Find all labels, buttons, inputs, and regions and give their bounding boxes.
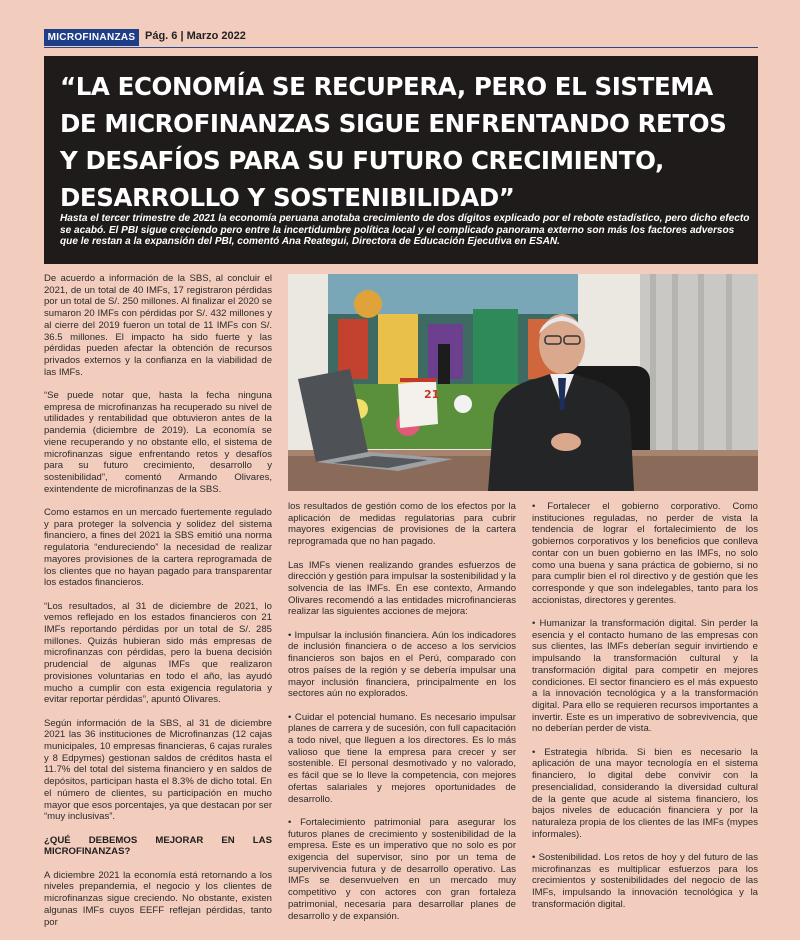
- page-info: Pág. 6 | Marzo 2022: [145, 30, 246, 42]
- publication-logo: MICROFINANZAS: [44, 29, 139, 46]
- svg-text:21: 21: [424, 388, 440, 401]
- paragraph: Las IMFs vienen realizando grandes esfuerzos de dirección y gestión para impulsar la sostenibilidad y la solvencia de las IMFs. En ese contexto, Armando Olivares recomendó a las entidades microfinancieras realizar las siguientes acciones de mejora:: [288, 559, 516, 618]
- photo-illustration: [288, 274, 758, 491]
- paragraph: “Se puede notar que, hasta la fecha ninguna empresa de microfinanzas ha recuperado su nivel de utilidades y rentabilidad que obtuvieron antes de la pandemia (diciembre de 2019). La economía se viene recuperando y no obstante ello, el sistema de microfinanzas sigue enfrentando retos y desafíos para su futuro crecimiento, desarrollo y sostenibilidad”, comentó Armando Olivares, exintendente de microfinanzas de la SBS.: [44, 390, 272, 495]
- paragraph: Según información de la SBS, al 31 de diciembre 2021 las 36 instituciones de Microfinanzas (12 cajas municipales, 10 empresas financieras, 6 cajas rurales y 8 Edpymes) gestionan saldos de créditos hasta el 11.7% del total del sistema financiero y en saldos de depósitos, participan hasta el 8.3% de dicho total. En el número de clientes, su participación en mucho mayor que esos porcentajes, ya que destacan por ser “muy inclusivas”.: [44, 717, 272, 823]
- paragraph: Como estamos en un mercado fuertemente regulado y para proteger la solvencia y solidez del sistema financiero, a fines del 2021 la SBS emitió una norma regulatoria “endureciendo” la necesidad de realizar mayores provisiones de la cartera reprogramada de los clientes que no hayan pagado para transparentar los estados financieros.: [44, 507, 272, 589]
- article-column-2: [288, 501, 516, 934]
- paragraph: los resultados de gestión como de los efectos por la aplicación de medidas regulatorias para cubrir mayores exigencias de provisiones de la cartera reprogramada que no han pagado.: [288, 501, 516, 548]
- headline-box: [44, 56, 758, 264]
- paragraph: • Humanizar la transformación digital. Sin perder la esencia y el contacto humano de las empresas con sus clientes, las IMFs deberían seguir invirtiendo e impulsando la transformación cultural y la transformación digital para competir en mejores condiciones. El sector financiero es el más expuesto a la innovación tecnológica y a la transformación digital. Para ello se requieren recursos importantes a invertir. Este es un imperativo de sobrevivencia, que no deberían perder de vista.: [532, 618, 758, 735]
- paragraph: • Sostenibilidad. Los retos de hoy y del futuro de las microfinanzas es multiplicar esfuerzos para los crecimientos y sostenibilidades del negocio de las IMFs, impulsando la innovación tecnológica y la transformación digital.: [532, 852, 758, 910]
- paragraph: • Cuidar el potencial humano. Es necesario impulsar planes de carrera y de sucesión, con full capacitación a todo nivel, que lleguen a los directores. Es lo más valioso que tiene la empresa para crecer y ser sostenible. El personal desmotivado y no valorado, es fácil que se lo lleve la competencia, con mejores ofertas salariales y mejores oportunidades de desarrollo.: [288, 711, 516, 805]
- paragraph: A diciembre 2021 la economía está retornando a los niveles prepandemia, el negocio y los clientes de microfinanzas sigue creciendo. No obstante, existen algunas IMFs cuyos EEFF reflejan pérdidas, tanto por: [44, 869, 272, 928]
- article-column-3: [532, 501, 758, 922]
- section-heading: ¿QUÉ DEBEMOS MEJORAR EN LAS MICROFINANZAS?: [44, 834, 272, 858]
- paragraph: • Fortalecer el gobierno corporativo. Como instituciones reguladas, no perder de vista la tendencia de lograr el fortalecimiento de los gobiernos corporativos y los beneficios que conlleva contar con un buen gobierno en las IMFs, no solo como una buena y sana práctica de gobierno, si no para cumplir bien el rol directivo y de gestión que les corresponde y que son indelegables, tanto para los accionistas, directores y gerentes.: [532, 501, 758, 606]
- paragraph: • Fortalecimiento patrimonial para asegurar los futuros planes de crecimiento y sostenibilidad de la empresa. Este es un imperativo que no solo es por exigencia del supervisor, sino por un tema de supervivencia futura y de desarrollo operativo. Las IMFs se desenvuelven en un mercado muy competitivo y con actores con gran fortaleza patrimonial, necesaria para desarrollar planes de desarrollo y de expansión.: [288, 816, 516, 922]
- paragraph: • Estrategia híbrida. Si bien es necesario la aplicación de una mayor tecnología en el sistema financiero, lo digital debe convivir con la presencialidad, considerando la diversidad cultural de la gente que acude al sistema financiero, los bajos niveles de educación financiera y por la naturaleza propia de los clientes de las IMFs (mypes informales).: [532, 746, 758, 840]
- paragraph: De acuerdo a información de la SBS, al concluir el 2021, de un total de 40 IMFs, 17 registraron pérdidas por un total de S/. 250 millones. Al finalizar el 2020 se sumaron 20 IMFs con pérdidas por S/. 432 millones y al cierre del 2019 fueron un total de 11 IMFs con S/. 36.5 millones. El impacto ha sido fuerte y las pérdidas pueden afectar la obtención de recursos privados externos y la confianza en la viabilidad de las IMFs.: [44, 273, 272, 378]
- paragraph: “Los resultados, al 31 de diciembre de 2021, lo vemos reflejado en los estados financieros con 21 IMFs reportando pérdidas por un total de S/. 285 millones. Quizás hubieran sido más empresas de microfinanzas con pérdidas, pero la buena decisión prudencial de algunas IMFs que realizaron provisiones voluntarias en todo el año, las ayudó mucho a cumplir con esta exigencia regulatoria y evitar reportar pérdidas”, apuntó Olivares.: [44, 600, 272, 706]
- article-column-1: [44, 273, 272, 940]
- paragraph: • Impulsar la inclusión financiera. Aún los indicadores de inclusión financiera o de acceso a los servicios financieros son bajos en el Perú, comparado con otros países de la región y se debería impulsar una mayor inclusión financiera, principalmente en los sectores aún no explorados.: [288, 629, 516, 700]
- desk-calendar: [398, 378, 439, 428]
- article-lead: Hasta el tercer trimestre de 2021 la economía peruana anotaba crecimiento de dos dígitos explicado por el rebote estadístico, pero dicho efecto se acabó. El PBI sigue creciendo pero entre la incertidumbre política local y el complicado panorama externo son más los factores adversos que le restan a la expansión del PBI, comentó Ana Reategui, Directora de Educación Ejecutiva en ESAN.: [60, 213, 750, 247]
- article-photo: [288, 274, 758, 491]
- article-title: “LA ECONOMÍA SE RECUPERA, PERO EL SISTEMA DE MICROFINANZAS SIGUE ENFRENTANDO RETOS Y DESAFÍOS PARA SU FUTURO CRECIMIENTO, DESARROLLO Y SOSTENIBILIDAD”: [60, 72, 727, 212]
- page-header: [44, 26, 758, 48]
